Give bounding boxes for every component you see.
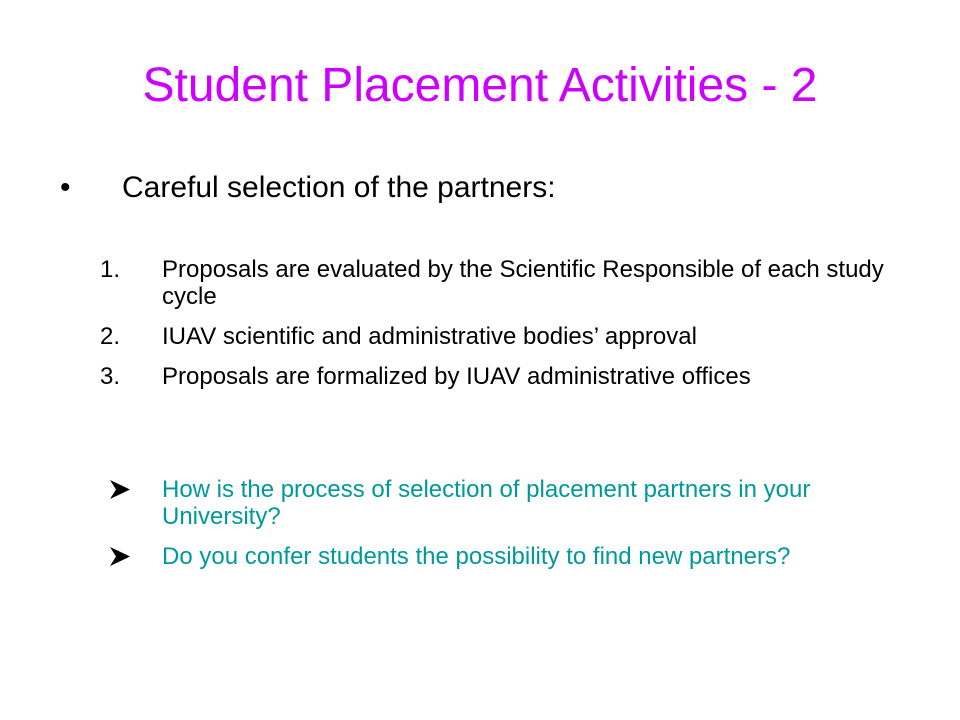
list-item	[100, 363, 900, 390]
question-text: How is the process of selection of placement partners in your University?	[162, 476, 811, 530]
main-bullet	[60, 168, 556, 208]
arrowhead-bullet-icon	[104, 476, 144, 503]
step-text: IUAV scientific and administrative bodies’ approval	[162, 323, 697, 350]
steps-list	[100, 256, 900, 403]
step-text: Proposals are formalized by IUAV administrative offices	[162, 363, 751, 390]
list-item	[100, 476, 900, 530]
question-text: Do you confer students the possibility to find new partners?	[162, 543, 791, 570]
arrowhead-bullet-icon	[104, 543, 144, 570]
step-text: Proposals are evaluated by the Scientific Responsible of each study cycle	[162, 256, 884, 310]
step-number: 1.	[100, 256, 121, 283]
main-bullet-text: Careful selection of the partners:	[122, 171, 556, 204]
step-number: 3.	[100, 363, 121, 390]
list-item	[100, 256, 900, 310]
bullet-dot: •	[60, 171, 71, 204]
list-item	[100, 323, 900, 350]
step-number: 2.	[100, 323, 121, 350]
list-item	[100, 543, 900, 570]
questions-list	[100, 476, 900, 583]
slide-title: Student Placement Activities - 2	[142, 59, 818, 112]
